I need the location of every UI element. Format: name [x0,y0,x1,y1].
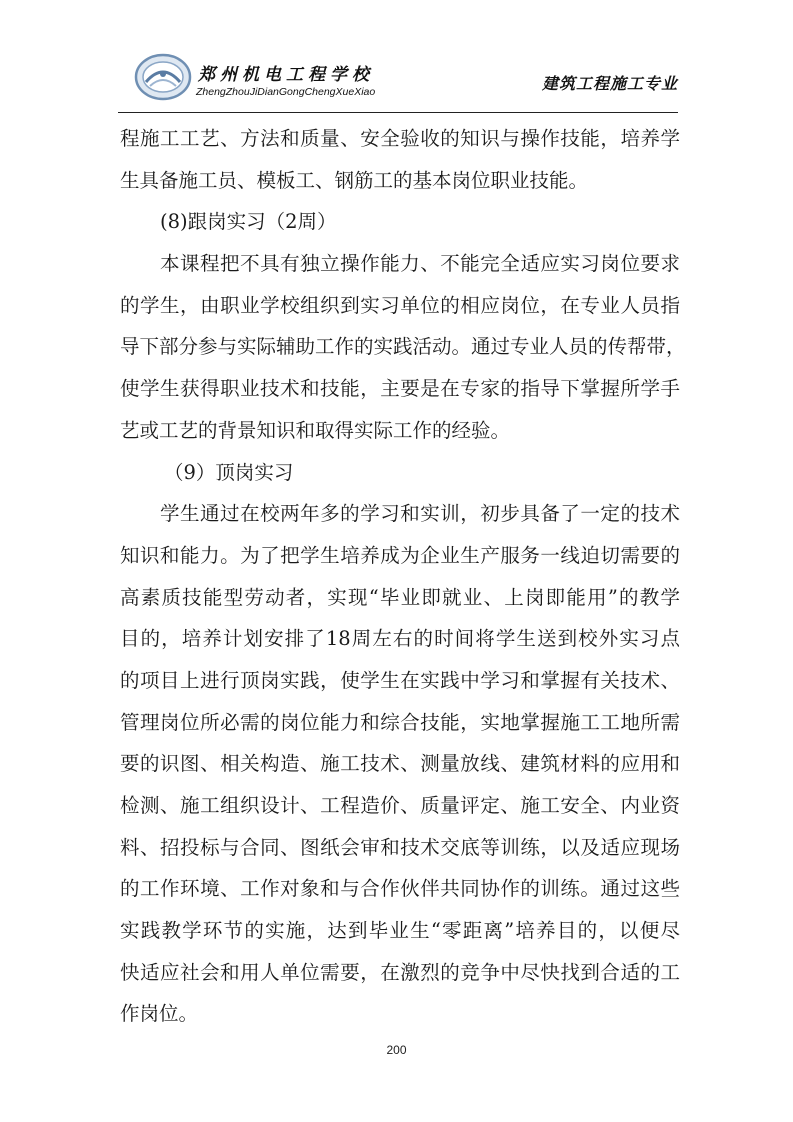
paragraph-line: 学生通过在校两年多的学习和实训，初步具备了一定的技术 [160,502,680,526]
paragraph-line: 要的识图、相关构造、施工技术、测量放线、建筑材料的应用和 [120,752,680,776]
paragraph-line: 实践教学环节的实施，达到毕业生“零距离”培养目的，以便尽 [120,919,680,943]
school-pinyin: ZhengZhouJiDianGongChengXueXiao [196,86,376,98]
page-header [118,48,678,110]
paragraph-line: 料、招投标与合同、图纸会审和技术交底等训练，以及适应现场 [120,835,680,859]
paragraph-line: 艺或工艺的背景知识和取得实际工作的经验。 [120,418,511,442]
paragraph-line: 使学生获得职业技术和技能，主要是在专家的指导下掌握所学手 [120,377,680,401]
header-divider [118,112,678,113]
section-heading-8: (8)跟岗实习（2周） [160,210,337,234]
major-title: 建筑工程施工专业 [541,74,678,93]
paragraph-line: 生具备施工员、模板工、钢筋工的基本岗位职业技能。 [120,168,589,192]
paragraph-line: 管理岗位所必需的岗位能力和综合技能，实地掌握施工工地所需 [120,710,680,734]
paragraph-line: 本课程把不具有独立操作能力、不能完全适应实习岗位要求 [160,252,680,276]
paragraph-line: 的项目上进行顶岗实践，使学生在实践中学习和掌握有关技术、 [120,668,680,692]
paragraph-line: 高素质技能型劳动者，实现“毕业即就业、上岗即能用”的教学 [120,585,680,609]
paragraph-line: 检测、施工组织设计、工程造价、质量评定、施工安全、内业资 [120,794,680,817]
section-heading-9: （9）顶岗实习 [164,460,294,484]
page-number: 200 [386,1043,407,1057]
paragraph-line: 目的，培养计划安排了18周左右的时间将学生送到校外实习点 [120,627,680,651]
paragraph-line: 的学生，由职业学校组织到实习单位的相应岗位，在专业人员指 [120,293,680,317]
school-emblem-icon [134,52,192,102]
document-body [120,118,686,1035]
paragraph-line: 导下部分参与实际辅助工作的实践活动。通过专业人员的传帮带， [120,335,686,359]
paragraph-line: 知识和能力。为了把学生培养成为企业生产服务一线迫切需要的 [120,543,680,567]
paragraph-line: 程施工工艺、方法和质量、安全验收的知识与操作技能，培养学 [120,127,680,150]
paragraph-line: 作岗位。 [120,1002,199,1026]
school-name: 郑州机电工程学校 [198,65,374,85]
paragraph-line: 快适应社会和用人单位需要，在激烈的竞争中尽快找到合适的工 [120,960,680,984]
paragraph-line: 的工作环境、工作对象和与合作伙伴共同协作的训练。通过这些 [120,877,680,901]
